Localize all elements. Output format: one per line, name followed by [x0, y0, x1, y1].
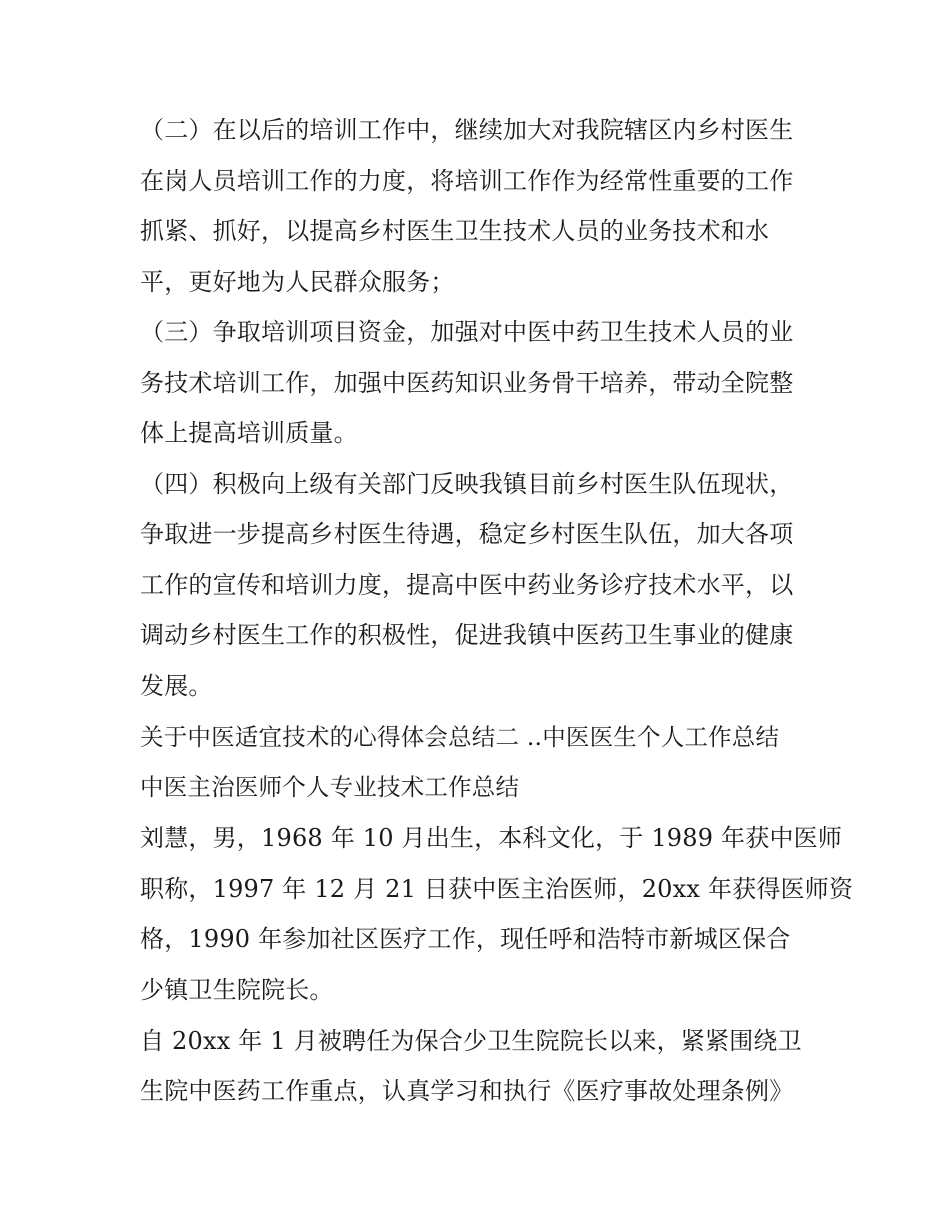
text-line: 平，更好地为人民群众服务； [140, 268, 455, 296]
text-line: 生院中医药工作重点，认真学习和执行《医疗事故处理条例》 [140, 1077, 794, 1105]
text-line: 在岗人员培训工作的力度，将培训工作作为经常性重要的工作 [140, 167, 794, 195]
text-line: 发展。 [140, 672, 213, 700]
text-line: （二）在以后的培训工作中，继续加大对我院辖区内乡村医生 [140, 116, 794, 144]
text-line: （四）积极向上级有关部门反映我镇目前乡村医生队伍现状， [140, 470, 794, 498]
text-line: 刘慧，男，1968 年 10 月出生，本科文化，于 1989 年获中医师 [140, 824, 843, 852]
text-line: 工作的宣传和培训力度，提高中医中药业务诊疗技术水平，以 [140, 571, 794, 599]
text-line: 务技术培训工作，加强中医药知识业务骨干培养，带动全院整 [140, 369, 794, 397]
text-line: 格，1990 年参加社区医疗工作，现任呼和浩特市新城区保合 [140, 925, 791, 953]
text-line: 少镇卫生院院长。 [140, 976, 334, 1004]
text-line: 体上提高培训质量。 [140, 419, 358, 447]
section-subheading: 中医主治医师个人专业技术工作总结 [140, 773, 520, 801]
section-heading: 关于中医适宜技术的心得体会总结二 ..中医医生个人工作总结 [140, 723, 780, 751]
text-line: 调动乡村医生工作的积极性，促进我镇中医药卫生事业的健康 [140, 621, 794, 649]
text-line: 职称，1997 年 12 月 21 日获中医主治医师，20xx 年获得医师资 [140, 875, 854, 903]
text-line: 争取进一步提高乡村医生待遇，稳定乡村医生队伍，加大各项 [140, 520, 794, 548]
text-line: 抓紧、抓好，以提高乡村医生卫生技术人员的业务技术和水 [140, 217, 770, 245]
text-line: （三）争取培训项目资金，加强对中医中药卫生技术人员的业 [140, 318, 794, 346]
text-line: 自 20xx 年 1 月被聘任为保合少卫生院院长以来，紧紧围绕卫 [140, 1027, 802, 1055]
